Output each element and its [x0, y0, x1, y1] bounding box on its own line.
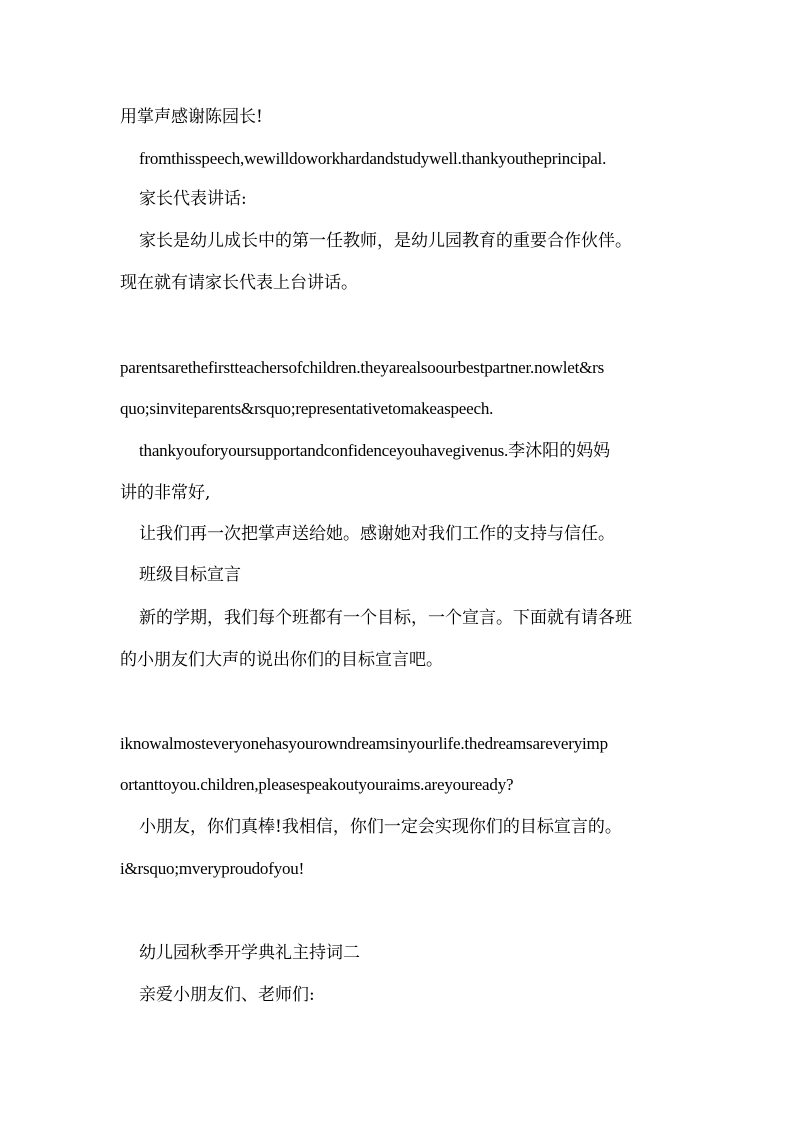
text-line-parent-intro-1: 家长是幼儿成长中的第一任教师，是幼儿园教育的重要合作伙伴。 — [139, 231, 632, 251]
text-line-english-parents-2: quo;sinviteparents&rsquo;representativetomakeaspeech. — [120, 399, 494, 418]
text-line-thanks-principal: 用掌声感谢陈园长! — [120, 107, 263, 127]
text-span-chinese-mother: 李沐阳的妈妈 — [508, 441, 611, 461]
text-line-parent-intro-2: 现在就有请家长代表上台讲话。 — [120, 273, 358, 293]
section-heading-parent-speech: 家长代表讲话: — [139, 189, 247, 209]
text-line-new-semester-1: 新的学期，我们每个班都有一个目标，一个宣言。下面就有请各班 — [139, 608, 632, 628]
text-line-children-great: 小朋友，你们真棒!我相信，你们一定会实现你们的目标宣言的。 — [139, 817, 622, 837]
text-line-english-dreams-1: iknowalmosteveryonehasyourowndreamsinyourlife.thedreamsareveryimp — [120, 734, 608, 753]
section-heading-class-goals: 班级目标宣言 — [139, 565, 241, 585]
text-line-spoke-well: 讲的非常好, — [120, 483, 211, 503]
text-line-thank-support — [139, 439, 610, 463]
text-line-english-dreams-2: ortanttoyou.children,pleasespeakoutyouraims.areyouready? — [120, 775, 514, 794]
text-line-english-parents-1: parentsarethefirstteachersofchildren.theyarealsoourbestpartner.nowlet&rs — [120, 358, 605, 377]
text-span-english-support: thankyouforyoursupportandconfidenceyouhavegivenus. — [139, 441, 509, 460]
text-line-new-semester-2: 的小朋友们大声的说出你们的目标宣言吧。 — [120, 650, 443, 670]
text-line-english-thanks: fromthisspeech,wewilldoworkhardandstudywell.thankyoutheprincipal. — [139, 149, 607, 168]
text-line-english-proud: i&rsquo;mveryproudofyou! — [120, 859, 305, 878]
section-heading-host-script-two: 幼儿园秋季开学典礼主持词二 — [139, 943, 360, 963]
text-line-applause-again: 让我们再一次把掌声送给她。感谢她对我们工作的支持与信任。 — [139, 524, 615, 544]
text-line-greeting: 亲爱小朋友们、老师们: — [139, 985, 315, 1005]
